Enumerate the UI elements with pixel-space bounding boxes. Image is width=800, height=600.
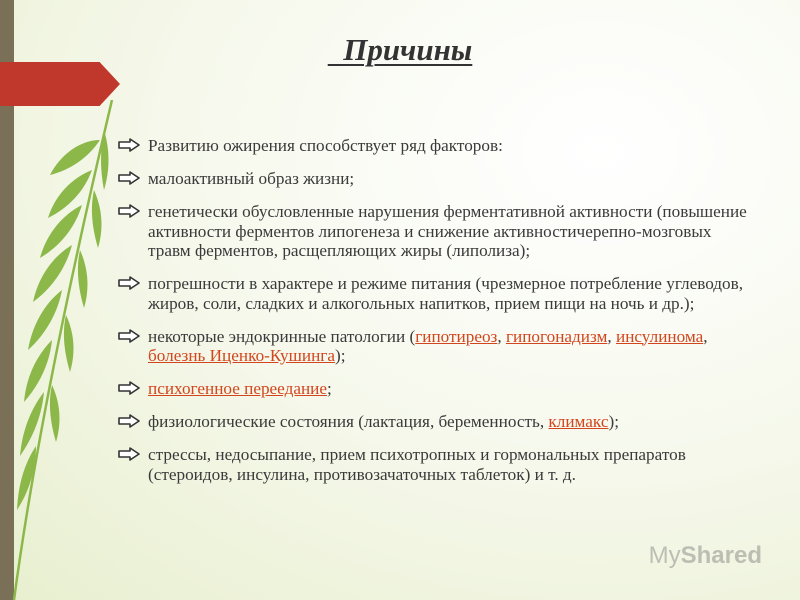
list-item [118, 202, 758, 261]
list-item [118, 136, 758, 156]
list-item [118, 274, 758, 313]
arrow-bullet-icon [118, 329, 140, 343]
arrow-bullet-icon [118, 171, 140, 185]
arrow-bullet-icon [118, 381, 140, 395]
item-link[interactable]: инсулинома [616, 326, 704, 346]
item-link[interactable]: психогенное переедание [148, 379, 327, 398]
plant-decoration [0, 100, 120, 600]
list-item [118, 412, 758, 432]
item-text: , [607, 326, 616, 346]
list-item [118, 379, 758, 399]
item-text: Развитию ожирения способствует ряд факторов: [148, 136, 503, 155]
arrow-bullet-icon [118, 276, 140, 290]
item-link[interactable]: климакс [548, 412, 609, 431]
item-link[interactable]: болезнь Иценко-Кушинга [148, 346, 335, 365]
watermark-logo [649, 542, 762, 570]
item-text: , [497, 326, 506, 346]
watermark-part2: Shared [680, 542, 762, 569]
item-text: физиологические состояния (лактация, беременность, [148, 412, 549, 431]
causes-list [118, 136, 758, 498]
item-text: малоактивный образ жизни; [148, 169, 355, 188]
item-text: стрессы, недосыпание, прием психотропных и гормональных препаратов (стероидов, инсулина, противозачаточных таблеток) и т. д. [148, 445, 686, 484]
item-link[interactable]: гипотиреоз [415, 326, 498, 346]
arrow-bullet-icon [118, 447, 140, 461]
arrow-bullet-icon [118, 204, 140, 218]
page-title: Причины [327, 32, 473, 67]
list-item [118, 327, 758, 366]
item-link[interactable]: гипогонадизм [505, 326, 608, 346]
list-item [118, 445, 758, 484]
watermark-part1: My [648, 542, 681, 569]
item-text: некоторые эндокринные патологии ( [148, 326, 416, 346]
item-text: ); [334, 346, 346, 365]
item-text: ); [608, 412, 619, 431]
item-text: генетически обусловленные нарушения ферментативной активности (повышение активности ферментов липогенеза и снижение активностичерепно-мозговых травм ферментов, расщепляющих жиры (липолиза); [148, 202, 747, 260]
item-text: погрешности в характере и режиме питания (чрезмерное потребление углеводов, жиров, соли, сладких и алкогольных напитков, прием пищи на ночь и др.); [148, 274, 744, 313]
arrow-bullet-icon [118, 138, 140, 152]
item-text: ; [326, 379, 332, 398]
arrow-bullet-icon [118, 414, 140, 428]
item-text: , [703, 326, 708, 346]
list-item [118, 169, 758, 189]
